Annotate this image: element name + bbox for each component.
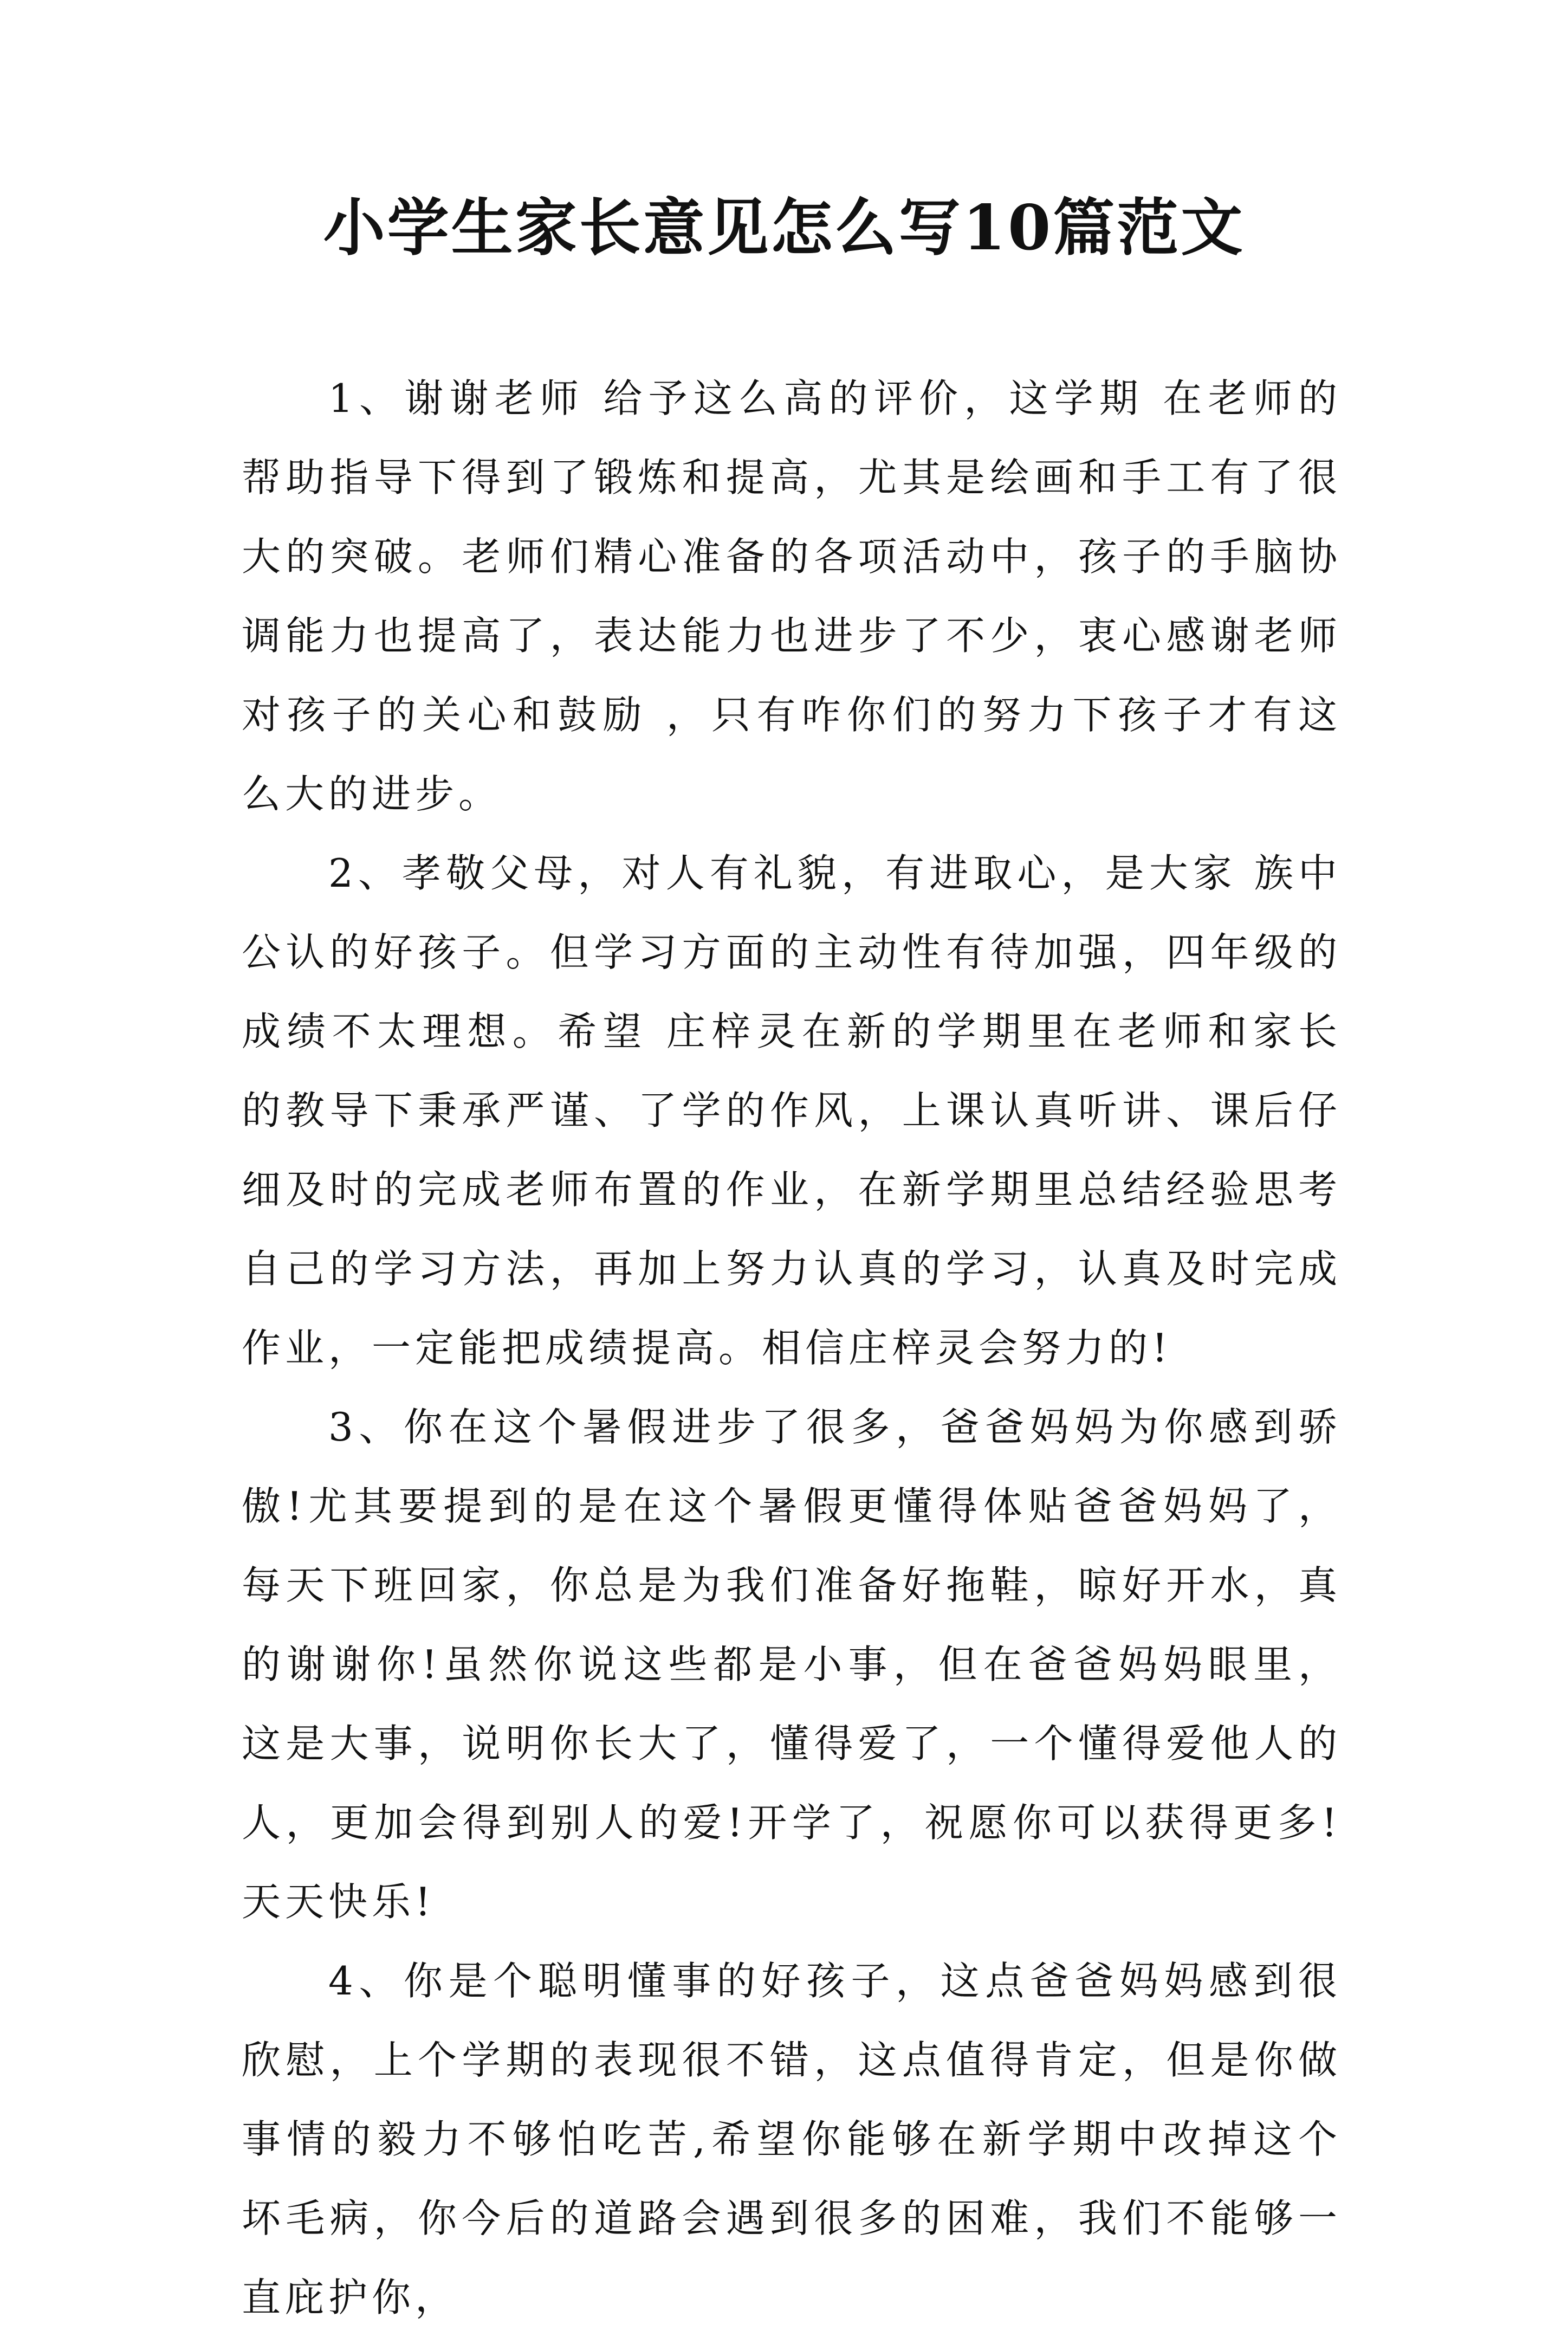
paragraph-1: 1、谢谢老师 给予这么高的评价，这学期 在老师的帮助指导下得到了锻炼和提高，尤其是绘画和手工有了很大的突破。老师们精心准备的各项活动中，孩子的手脑协调能力也提高了，表达能力也进步了不少，衷心感谢老师对孩子的关心和鼓励 ，只有咋你们的努力下孩子才有这么大的进步。 xyxy=(242,376,1342,817)
paragraph-4: 4、你是个聪明懂事的好孩子，这点爸爸妈妈感到很欣慰，上个学期的表现很不错，这点值得肯定，但是你做事情的毅力不够怕吃苦,希望你能够在新学期中改掉这个坏毛病，你今后的道路会遇到很多的困难，我们不能够一直庇护你， xyxy=(242,1958,1342,2320)
document-title: 小学生家长意见怎么写10篇范文 xyxy=(323,191,1245,264)
paragraph-3: 3、你在这个暑假进步了很多，爸爸妈妈为你感到骄傲!尤其要提到的是在这个暑假更懂得体贴爸爸妈妈了，每天下班回家，你总是为我们准备好拖鞋，晾好开水，真的谢谢你!虽然你说这些都是小事，但在爸爸妈妈眼里，这是大事，说明你长大了，懂得爱了，一个懂得爱他人的人，更加会得到别人的爱!开学了，祝愿你可以获得更多!天天快乐! xyxy=(242,1404,1342,1925)
document-body xyxy=(242,359,1342,2337)
paragraph-2: 2、孝敬父母，对人有礼貌，有进取心，是大家 族中公认的好孩子。但学习方面的主动性有待加强，四年级的成绩不太理想。希望 庄梓灵在新的学期里在老师和家长的教导下秉承严谨、了学的作风，上课认真听讲、课后仔细及时的完成老师布置的作业，在新学期里总结经验思考 自己的学习方法，再加上努力认真的学习，认真及时完成作业，一定能把成绩提高。相信庄梓灵会努力的! xyxy=(242,850,1342,1371)
